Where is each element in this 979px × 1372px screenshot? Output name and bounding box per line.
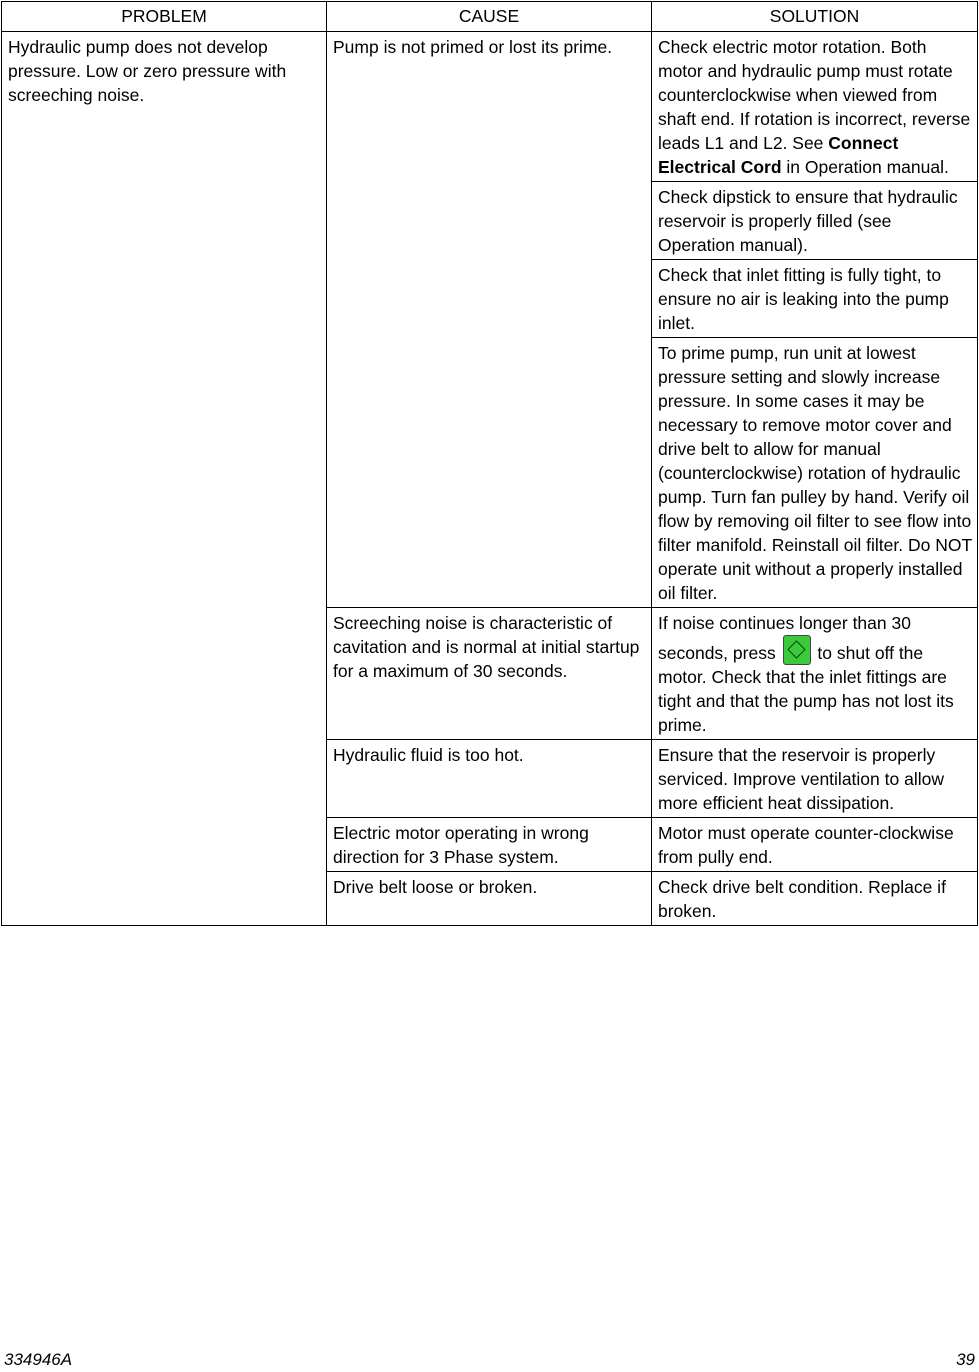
solution-text: If noise continues longer than 30 seconds, press <box>658 613 911 663</box>
solution-cell: Check drive belt condition. Replace if broken. <box>652 872 978 926</box>
problem-cell: Hydraulic pump does not develop pressure. Low or zero pressure with screeching noise. <box>2 32 327 926</box>
cause-cell: Pump is not primed or lost its prime. <box>327 32 652 608</box>
document-number: 334946A <box>4 1350 73 1369</box>
header-row <box>2 2 978 32</box>
cause-cell: Electric motor operating in wrong direction for 3 Phase system. <box>327 818 652 872</box>
solution-cell: To prime pump, run unit at lowest pressure setting and slowly increase pressure. In some cases it may be necessary to remove motor cover and drive belt to allow for manual (counterclockwise) rotation of hydraulic pump. Turn fan pulley by hand. Verify oil flow by removing oil filter to see flow into filter manifold. Reinstall oil filter. Do NOT operate unit without a properly installed oil filter. <box>652 338 978 608</box>
solution-cell: Motor must operate counter-clockwise from pully end. <box>652 818 978 872</box>
troubleshooting-table <box>1 1 978 926</box>
solution-cell <box>652 32 978 182</box>
solution-text: Check electric motor rotation. Both motor and hydraulic pump must rotate counterclockwise when viewed from shaft end. If rotation is incorrect, reverse leads L1 and L2. See <box>658 37 971 153</box>
cause-cell: Drive belt loose or broken. <box>327 872 652 926</box>
solution-cell: Check dipstick to ensure that hydraulic reservoir is properly filled (see Operation manual). <box>652 182 978 260</box>
cause-cell: Screeching noise is characteristic of cavitation and is normal at initial startup for a maximum of 30 seconds. <box>327 608 652 740</box>
cause-cell: Hydraulic fluid is too hot. <box>327 740 652 818</box>
connect-electrical-cord-ref: Connect Electrical Cord <box>658 133 899 177</box>
table-row <box>2 32 978 182</box>
solution-text: in Operation manual. <box>781 157 949 177</box>
start-button-icon <box>783 635 811 665</box>
header-problem: PROBLEM <box>2 2 327 32</box>
header-cause: CAUSE <box>327 2 652 32</box>
solution-text: to shut off the motor. Check that the inlet fittings are tight and that the pump has not lost its prime. <box>658 643 954 735</box>
header-solution: SOLUTION <box>652 2 978 32</box>
solution-cell: Check that inlet fitting is fully tight, to ensure no air is leaking into the pump inlet. <box>652 260 978 338</box>
solution-cell <box>652 608 978 740</box>
page-number: 39 <box>956 1350 975 1369</box>
solution-cell: Ensure that the reservoir is properly serviced. Improve ventilation to allow more efficient heat dissipation. <box>652 740 978 818</box>
